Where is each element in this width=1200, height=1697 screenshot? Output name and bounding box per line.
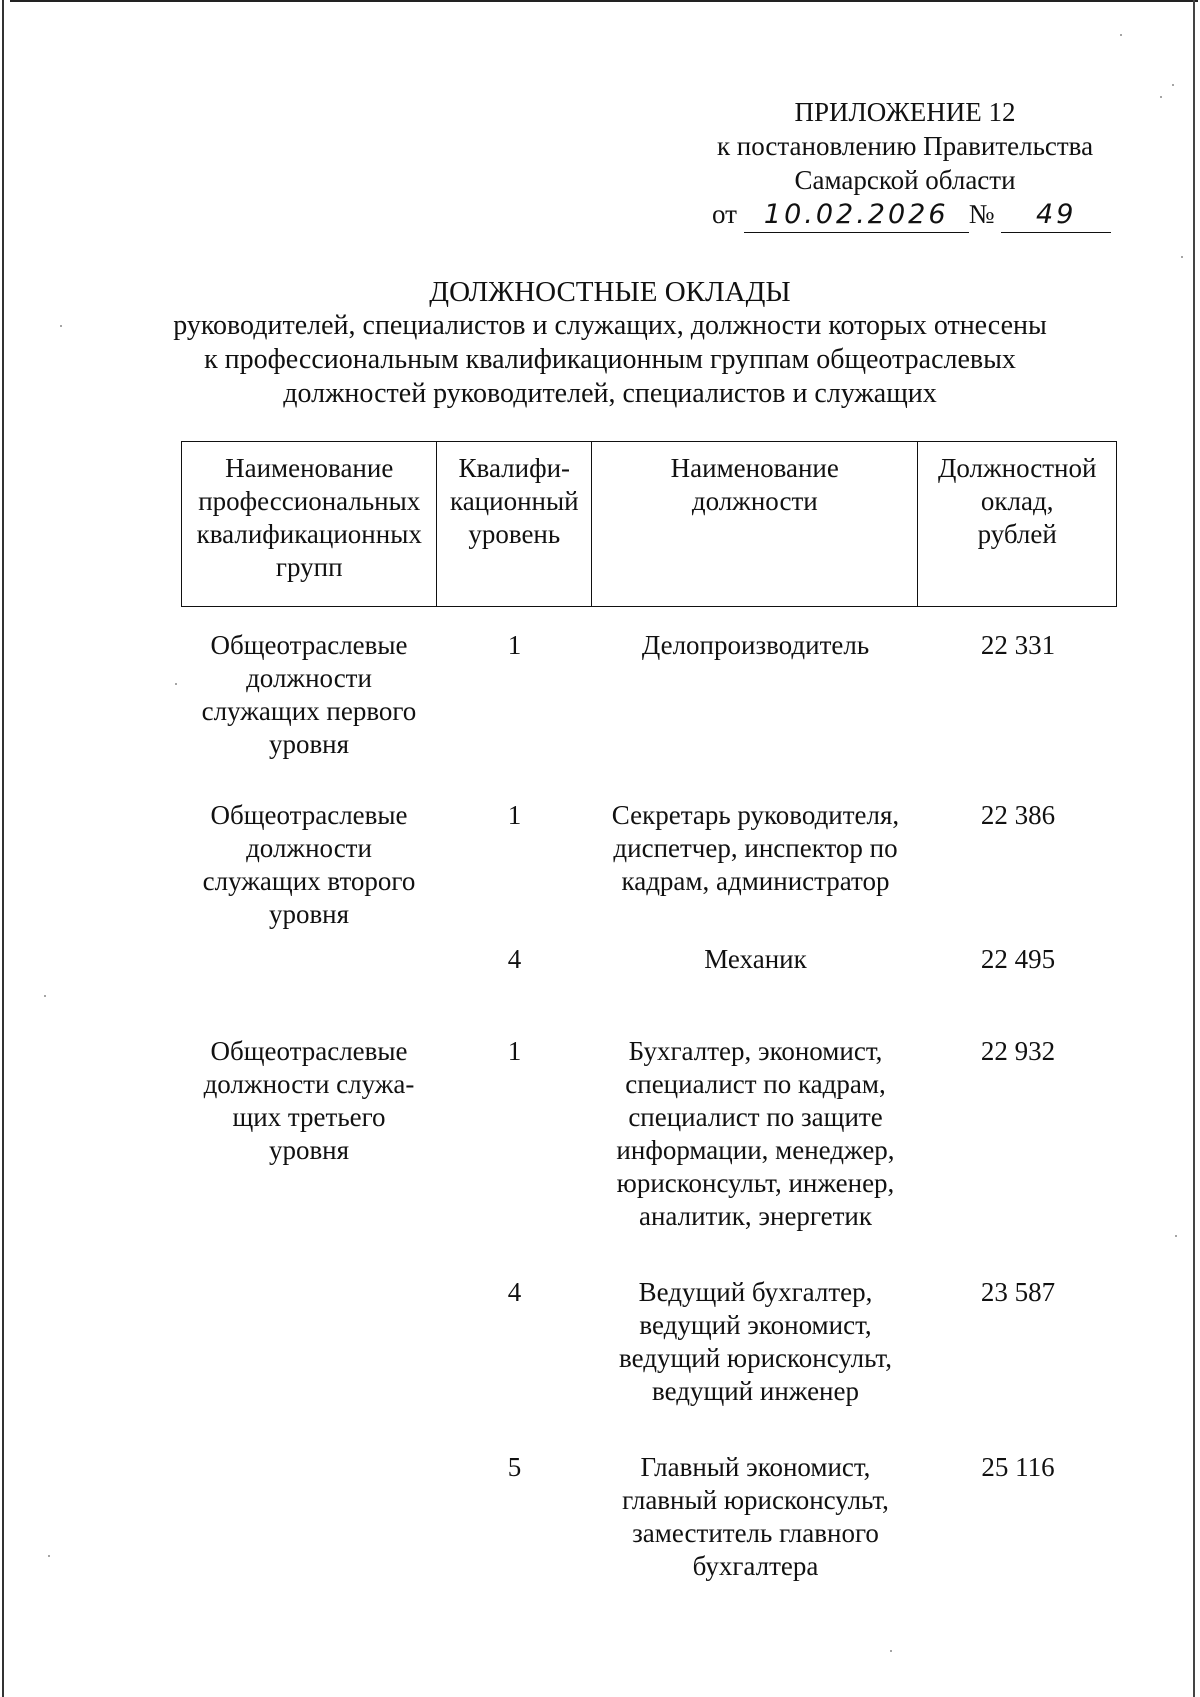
level-cell: 4	[507, 944, 522, 974]
header-text: профессиональных	[198, 486, 421, 516]
position-line: главный юрисконсульт,	[622, 1485, 889, 1515]
number-prefix: №	[968, 199, 995, 229]
title-line-3: должностей руководителей, специалистов и служащих	[283, 378, 937, 409]
salary-cell: 22 331	[980, 630, 1056, 660]
position-cell	[592, 629, 919, 662]
header-text: уровень	[468, 519, 561, 549]
header-text: должности	[691, 486, 818, 516]
scan-speck	[890, 1650, 892, 1652]
appendix-line-3: Самарской области	[794, 165, 1016, 195]
date-field	[744, 197, 969, 233]
scan-speck	[1120, 34, 1122, 36]
scan-speck	[1160, 96, 1162, 98]
position-line: аналитик, энергетик	[638, 1201, 873, 1231]
group-name-line: уровня	[268, 729, 350, 759]
salary-cell: 22 932	[980, 1036, 1056, 1066]
header-cell-level	[437, 442, 592, 606]
header-text: квалификационных	[196, 519, 422, 549]
group-name-line: уровня	[268, 1135, 350, 1165]
header-cell-group	[182, 442, 437, 606]
position-line: Бухгалтер, экономист,	[628, 1036, 883, 1066]
group-name-line: Общеотраслевые	[210, 1036, 408, 1066]
salary-cell: 25 116	[981, 1452, 1055, 1482]
header-text: Наименование	[225, 453, 394, 483]
position-line: диспетчер, инспектор по	[613, 833, 898, 863]
handwritten-date: 10.02.2026	[763, 199, 949, 230]
header-text: Должностной	[937, 453, 1097, 483]
appendix-block	[690, 95, 1120, 233]
level-cell: 1	[507, 800, 522, 830]
header-text: кационный	[449, 486, 579, 516]
group-name	[181, 799, 437, 931]
group-name-line: служащих второго	[202, 866, 416, 896]
level-cell: 1	[507, 630, 522, 660]
position-line: Делопроизводитель	[641, 630, 870, 660]
scan-speck	[1175, 1235, 1177, 1237]
title-main: ДОЛЖНОСТНЫЕ ОКЛАДЫ	[429, 276, 791, 308]
level-cell: 1	[507, 1036, 522, 1066]
group-name-line: щих третьего	[232, 1102, 386, 1132]
level-cell: 5	[507, 1452, 522, 1482]
group-name-line: уровня	[268, 899, 350, 929]
scan-speck	[175, 683, 177, 685]
group-name	[181, 1035, 437, 1167]
salary-cell: 22 386	[980, 800, 1056, 830]
salary-cell: 22 495	[980, 944, 1056, 974]
header-text: Квалифи-	[458, 453, 571, 483]
title-line-1: руководителей, специалистов и служащих, должности которых отнесены	[173, 310, 1047, 341]
position-cell	[592, 1035, 919, 1233]
title-line-2: к профессиональным квалификационным группам общеотраслевых	[204, 344, 1016, 375]
position-cell	[592, 943, 919, 976]
position-line: специалист по кадрам,	[625, 1069, 886, 1099]
number-field	[1001, 197, 1111, 233]
scan-speck	[1172, 84, 1174, 86]
position-line: Главный экономист,	[640, 1452, 871, 1482]
group-name-line: должности	[246, 833, 372, 863]
position-cell	[592, 799, 919, 898]
group-name-line: Общеотраслевые	[210, 630, 408, 660]
position-line: заместитель главного	[632, 1518, 879, 1548]
group-name-line: должности	[246, 663, 372, 693]
level-cell: 4	[507, 1277, 522, 1307]
position-line: Секретарь руководителя,	[611, 800, 900, 830]
scan-speck	[44, 995, 46, 997]
header-cell-position	[592, 442, 918, 606]
scan-speck	[60, 325, 62, 327]
scan-speck	[1181, 256, 1183, 258]
position-line: ведущий юрисконсульт,	[619, 1343, 892, 1373]
scan-speck	[48, 1555, 50, 1557]
salary-cell: 23 587	[980, 1277, 1056, 1307]
document-title	[150, 275, 1070, 411]
date-number-line	[690, 197, 1120, 233]
header-text: оклад,	[980, 486, 1054, 516]
page-edge-top	[10, 0, 1198, 2]
header-text: групп	[275, 552, 343, 582]
header-cell-salary	[918, 442, 1116, 606]
position-line: ведущий инженер	[651, 1376, 859, 1406]
position-cell	[592, 1276, 919, 1408]
group-name-line: служащих первого	[201, 696, 417, 726]
page-edge-left	[2, 0, 4, 1697]
position-line: бухгалтера	[692, 1551, 819, 1581]
position-line: ведущий экономист,	[639, 1310, 872, 1340]
table-header	[181, 441, 1117, 607]
position-line: специалист по защите	[628, 1102, 883, 1132]
position-line: кадрам, администратор	[621, 866, 890, 896]
handwritten-number: 49	[1036, 199, 1077, 230]
group-name-line: должности служа-	[203, 1069, 415, 1099]
position-line: Ведущий бухгалтер,	[638, 1277, 873, 1307]
position-line: юрисконсульт, инженер,	[616, 1168, 895, 1198]
position-cell	[592, 1451, 919, 1583]
header-text: Наименование	[670, 453, 839, 483]
appendix-line-2: к постановлению Правительства	[716, 131, 1094, 161]
appendix-title: ПРИЛОЖЕНИЕ 12	[794, 97, 1016, 127]
header-text: рублей	[977, 519, 1057, 549]
date-prefix: от	[712, 199, 737, 229]
group-name-line: Общеотраслевые	[210, 800, 408, 830]
page-edge-right	[1193, 0, 1195, 1697]
position-line: Механик	[704, 944, 807, 974]
position-line: информации, менеджер,	[616, 1135, 895, 1165]
group-name	[181, 629, 437, 761]
